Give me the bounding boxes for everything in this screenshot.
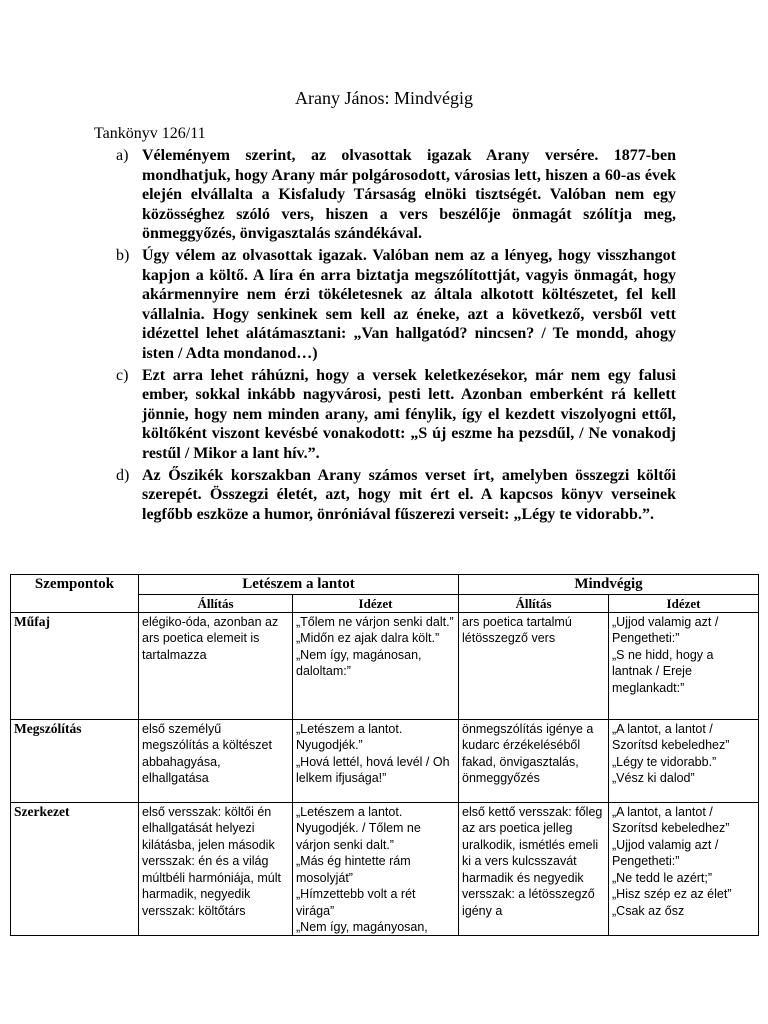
quote-text: „Csak az ősz xyxy=(612,903,685,918)
quote-cell xyxy=(609,802,759,935)
claim-cell xyxy=(139,719,293,802)
quote-text: „Ujjod valamig azt / Pengetheti:” xyxy=(612,614,719,645)
quote-text: „Nem így, magánosan, daloltam:” xyxy=(296,647,422,678)
row-heading: Műfaj xyxy=(11,612,139,719)
table-row xyxy=(11,802,759,935)
quote-cell xyxy=(609,719,759,802)
quote-text: „Ne tedd le azért;” xyxy=(612,870,713,885)
cell-text: önmegszólítás igénye a kudarc érzékeléséből fakad, önvigasztalás, önmeggyőzés xyxy=(462,721,594,785)
textbook-reference: Tankönyv 126/11 xyxy=(94,125,206,142)
quote-text: „Letészem a lantot. Nyugodjék.” xyxy=(296,721,403,752)
claim-cell xyxy=(459,612,609,719)
comparison-table xyxy=(10,574,759,936)
page-title: Arany János: Mindvégig xyxy=(295,88,473,108)
quote-text: „Hová lettél, hová levél / Oh lelkem ifjusága!” xyxy=(296,754,450,785)
table-row xyxy=(11,612,759,719)
cell-text: első versszak: költői én elhallgatását helyezi kilátásba, jelen második versszak: én és a világ múltbéli harmóniája, múlt harmadik, negyedik versszak: költőtárs xyxy=(142,804,281,918)
poem1-header: Letészem a lantot xyxy=(139,575,459,595)
claim-cell xyxy=(139,612,293,719)
answer-label: c) xyxy=(116,366,129,384)
answer-text: Úgy vélem az olvasottak igazak. Valóban nem az a lényeg, hogy visszhangot kapjon a költő. A líra én arra biztatja megszólítottját, vagyis önmagát, hogy akármennyire nem érzi tökéletesnek az általa alkotott költészetet, fel kell vállalnia. Hogy senkinek sem kell az éneke, azt a következő, versből vett idézettel lehet alátámasztani: „Van hallgatód? nincsen? / Te mondd, ahogy isten / Adta mondanod…) xyxy=(142,246,676,362)
quote-text: „Midőn ez ajak dalra költ.” xyxy=(296,631,440,645)
cell-text: első személyű megszólítás a költészet abbahagyása, elhallgatása xyxy=(142,721,272,785)
quote-text: „Ujjod valamig azt / Pengetheti:” xyxy=(612,837,719,868)
answer-list xyxy=(116,146,676,526)
row-heading: Megszólítás xyxy=(11,719,139,802)
answer-label: d) xyxy=(116,466,130,484)
answer-item xyxy=(116,246,676,364)
quote-cell xyxy=(293,612,459,719)
answer-label: b) xyxy=(116,246,130,264)
cell-text: elégiko-óda, azonban az ars poetica elemeit is tartalmazza xyxy=(142,614,279,662)
quote-text: „Hisz szép ez az élet” xyxy=(612,887,732,901)
table-row xyxy=(11,719,759,802)
quote-text: „S ne hidd, hogy a lantnak / Ereje meglankadt:” xyxy=(612,647,714,695)
quote-text: „Tőlem ne várjon senki dalt.” xyxy=(296,614,454,629)
quote-cell xyxy=(293,719,459,802)
quote-text: „A lantot, a lantot / Szorítsd kebeledhez” xyxy=(612,721,730,752)
quote-text: „Letészem a lantot. Nyugodjék. / Tőlem ne várjon senki dalt.” xyxy=(296,804,421,852)
cell-text: első kettő versszak: főleg az ars poetica jelleg uralkodik, ismétlés emeli ki a vers kulcsszavát harmadik és negyedik versszak: a létösszegző igény a xyxy=(462,804,603,918)
poem2-header: Mindvégig xyxy=(459,575,759,595)
cell-text: ars poetica tartalmú létösszegző vers xyxy=(462,614,572,645)
quote-header: Idézet xyxy=(609,594,759,612)
answer-label: a) xyxy=(116,147,129,164)
claim-header: Állítás xyxy=(459,594,609,612)
quote-text: „Légy te vidorabb.” xyxy=(612,754,717,769)
quote-text: „Hímzettebb volt a rét virága” xyxy=(296,887,416,918)
table-header-row xyxy=(11,575,759,595)
quote-text: „Más ég hintette rám mosolyját” xyxy=(296,854,411,885)
answer-item xyxy=(116,146,676,244)
claim-cell xyxy=(459,719,609,802)
quote-text: „Vész ki dalod” xyxy=(612,771,695,785)
claim-header: Állítás xyxy=(139,594,293,612)
quote-text: „A lantot, a lantot / Szorítsd kebeledhez” xyxy=(612,804,730,835)
answer-item xyxy=(116,466,676,525)
row-heading: Szerkezet xyxy=(11,802,139,935)
claim-cell xyxy=(459,802,609,935)
quote-text: „Nem így, magányosan, xyxy=(296,920,428,934)
answer-text: Véleményem szerint, az olvasottak igazak Arany versére. 1877-ben mondhatjuk, hogy Arany már polgárosodott, városias lett, hiszen a 60-as évek elején elvállalta a Kisfaludy Társaság elnöki tisztségét. Valóban nem egy közösséghez szóló vers, hiszen a vers beszélője önmagát szólítja meg, önmeggyőzés, önvigasztalás szándékával. xyxy=(142,147,676,243)
claim-cell xyxy=(139,802,293,935)
answer-item xyxy=(116,366,676,464)
answer-text: Ezt arra lehet ráhúzni, hogy a versek keletkezésekor, már nem egy falusi ember, sokkal inkább nagyvárosi, pesti lett. Azonban emberként rá kellett jönnie, hogy nem minden arany, ami fénylik, így el kezdett viszolyogni ettől, költőként viszont kevésbé vonakodott: „S új eszme ha pezsdűl, / Ne vonakodj restűl / Mikor a lant hív.”. xyxy=(142,366,676,462)
quote-cell xyxy=(293,802,459,935)
criteria-header: Szempontok xyxy=(11,575,139,613)
answer-text: Az Őszikék korszakban Arany számos verset írt, amelyben összegzi költői szerepét. Összegzi életét, azt, hogy mit ért el. A kapcsos könyv verseinek legfőbb eszköze a humor, önróniával fűszerezi verseit: „Légy te vidorabb.”. xyxy=(142,466,676,523)
quote-cell xyxy=(609,612,759,719)
quote-header: Idézet xyxy=(293,594,459,612)
